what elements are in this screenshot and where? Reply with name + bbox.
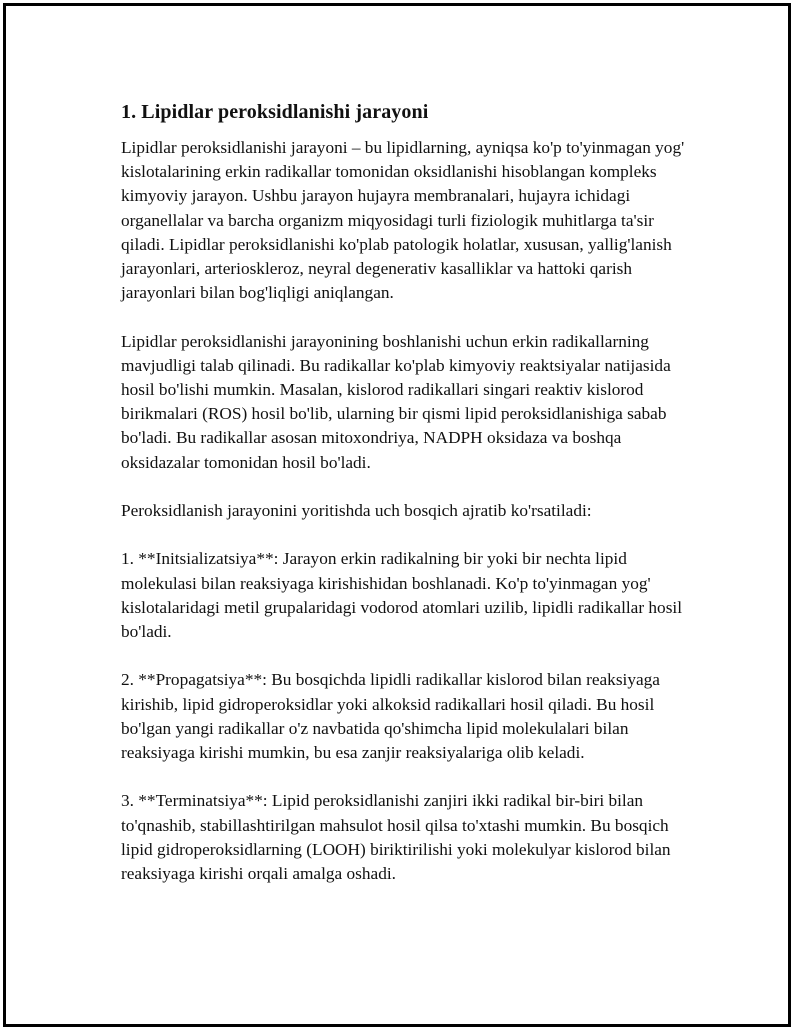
document-body: [121, 98, 696, 910]
paragraph-stages-intro: Peroksidlanish jarayonini yoritishda uch bosqich ajratib ko'rsatiladi:: [121, 501, 592, 521]
paragraph-intro: Lipidlar peroksidlanishi jarayoni – bu lipidlarning, ayniqsa ko'p to'yinmagan yog' kislotalarining erkin radikallar tomonidan oksidlanishi hisoblangan kompleks kimyoviy jarayon. Ushbu jarayon hujayra membranalari, hujayra ichidagi organellalar va barcha organizm miqyosidagi turli fiziologik muhitlarga ta'sir qiladi. Lipidlar peroksidlanishi ko'plab patologik holatlar, xususan, yallig'lanish jarayonlari, arterioskleroz, neyral degenerativ kasalliklar va hattoki qarish jarayonlari bilan bog'liqligi aniqlangan.: [121, 138, 685, 303]
document-title: 1. Lipidlar peroksidlanishi jarayoni: [121, 101, 429, 123]
paragraph-stage-propagation: 2. **Propagatsiya**: Bu bosqichda lipidli radikallar kislorod bilan reaksiyaga kirishib, lipid gidroperoksidlar yoki alkoksid radikallari hosil qiladi. Bu hosil bo'lgan yangi radikallar o'z navbatida qo'shimcha lipid molekulalari bilan reaksiyaga kirishi mumkin, bu esa zanjir reaksiyalariga olib keladi.: [121, 670, 660, 763]
paragraph-stage-termination: 3. **Terminatsiya**: Lipid peroksidlanishi zanjiri ikki radikal bir-biri bilan to'qnashib, stabillashtirilgan mahsulot hosil qilsa to'xtashi mumkin. Bu bosqich lipid gidroperoksidlarning (LOOH) biriktirilishi yoki molekulyar kislorod bilan reaksiyaga kirishi orqali amalga oshadi.: [121, 791, 671, 884]
paragraph-stage-initiation: 1. **Initsializatsiya**: Jarayon erkin radikalning bir yoki bir nechta lipid molekulasi bilan reaksiyaga kirishishidan boshlanadi. Ko'p to'yinmagan yog' kislotalaridagi metil grupalaridagi vodorod atomlari uzilib, lipidli radikallar hosil bo'ladi.: [121, 549, 683, 642]
paragraph-radicals: Lipidlar peroksidlanishi jarayonining boshlanishi uchun erkin radikallarning mavjudligi talab qilinadi. Bu radikallar ko'plab kimyoviy reaktsiyalar natijasida hosil bo'lishi mumkin. Masalan, kislorod radikallari singari reaktiv kislorod birikmalari (ROS) hosil bo'lib, ularning bir qismi lipid peroksidlanishiga sabab bo'ladi. Bu radikallar asosan mitoxondriya, NADPH oksidaza va boshqa oksidazalar tomonidan hosil bo'ladi.: [121, 331, 671, 472]
page-frame: [3, 3, 791, 1027]
